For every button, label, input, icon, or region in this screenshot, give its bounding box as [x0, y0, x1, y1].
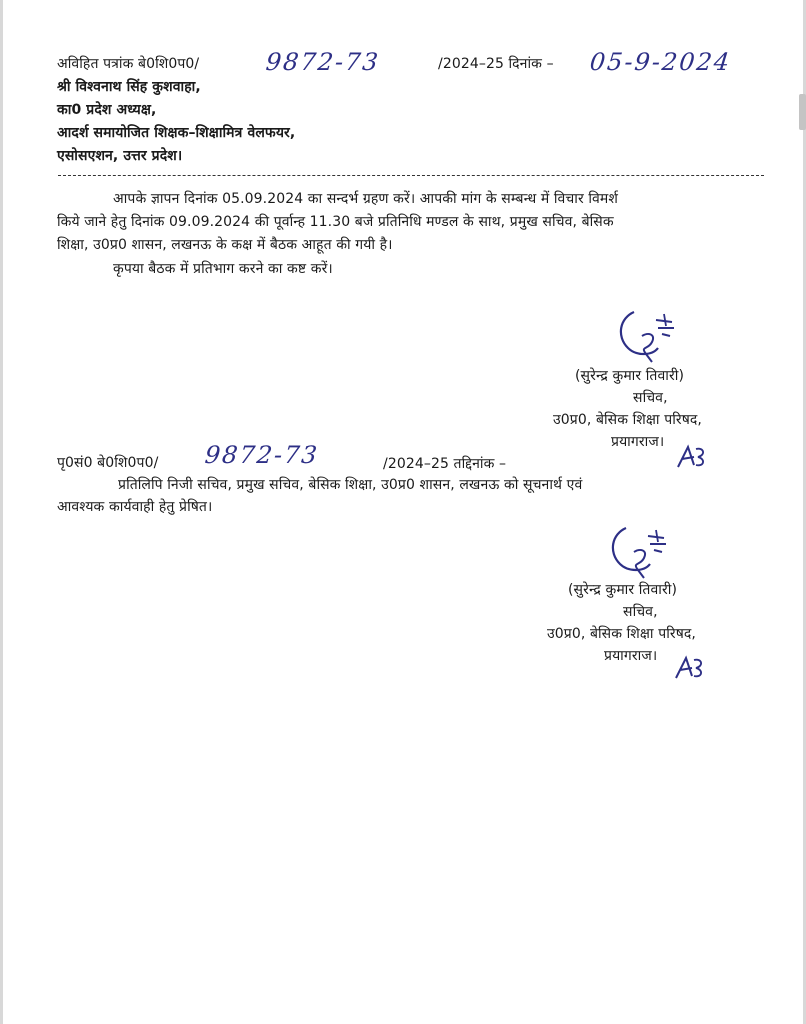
letter-ref-number-handwritten: 9872-73	[264, 48, 382, 76]
letter-ref-year-date-label: /2024–25 दिनांक –	[438, 56, 554, 72]
recipient-line-1: श्री विश्वनाथ सिंह कुशवाहा,	[57, 79, 201, 95]
letter-date-handwritten: 05-9-2024	[588, 48, 733, 76]
endorsement-ref-prefix: पृ0सं0 बे0शि0प0/	[57, 455, 159, 471]
endorsement-text-line2: आवश्यक कार्यवाही हेतु प्रेषित।	[57, 499, 213, 515]
signatory-2-office: उ0प्र0, बेसिक शिक्षा परिषद,	[547, 626, 696, 642]
scrollbar-thumb[interactable]	[799, 94, 806, 130]
body-para1-line1: आपके ज्ञापन दिनांक 05.09.2024 का सन्दर्भ ग्रहण करें। आपकी मांग के सम्बन्ध में विचार विमर्श	[113, 191, 618, 207]
signature-2	[604, 522, 674, 582]
letter-ref-prefix: अविहित पत्रांक बे0शि0प0/	[57, 56, 200, 72]
dashed-separator	[58, 175, 764, 176]
page-left-edge	[0, 0, 3, 1024]
recipient-line-3: आदर्श समायोजित शिक्षक–शिक्षामित्र वेलफयर,	[57, 125, 296, 141]
recipient-line-2: का0 प्रदेश अध्यक्ष,	[57, 102, 157, 118]
body-para2: कृपया बैठक में प्रतिभाग करने का कष्ट करें।	[113, 261, 333, 277]
signatory-1-designation: सचिव,	[633, 390, 668, 406]
endorsement-text-line1: प्रतिलिपि निजी सचिव, प्रमुख सचिव, बेसिक शिक्षा, उ0प्र0 शासन, लखनऊ को सूचनार्थ एवं	[118, 477, 583, 493]
recipient-line-4: एसोसएशन, उत्तर प्रदेश।	[57, 148, 183, 164]
signatory-1-name: (सुरेन्द्र कुमार तिवारी)	[575, 368, 685, 384]
initials-1	[674, 441, 710, 471]
endorsement-ref-number-handwritten: 9872-73	[203, 441, 321, 469]
body-para1-line3: शिक्षा, उ0प्र0 शासन, लखनऊ के कक्ष में बैठक आहूत की गयी है।	[57, 237, 393, 253]
signatory-1-office: उ0प्र0, बेसिक शिक्षा परिषद,	[553, 412, 702, 428]
signatory-2-designation: सचिव,	[623, 604, 658, 620]
signatory-2-name: (सुरेन्द्र कुमार तिवारी)	[568, 582, 678, 598]
signatory-1-place: प्रयागराज।	[611, 434, 665, 450]
initials-2	[672, 652, 708, 682]
signature-1	[612, 306, 682, 366]
body-para1-line2: किये जाने हेतु दिनांक 09.09.2024 की पूर्वान्ह 11.30 बजे प्रतिनिधि मण्डल के साथ, प्रमुख सचिव, बेसिक	[57, 214, 614, 230]
endorsement-ref-year-label: /2024–25 तद्दिनांक –	[383, 456, 507, 472]
signatory-2-place: प्रयागराज।	[604, 648, 658, 664]
